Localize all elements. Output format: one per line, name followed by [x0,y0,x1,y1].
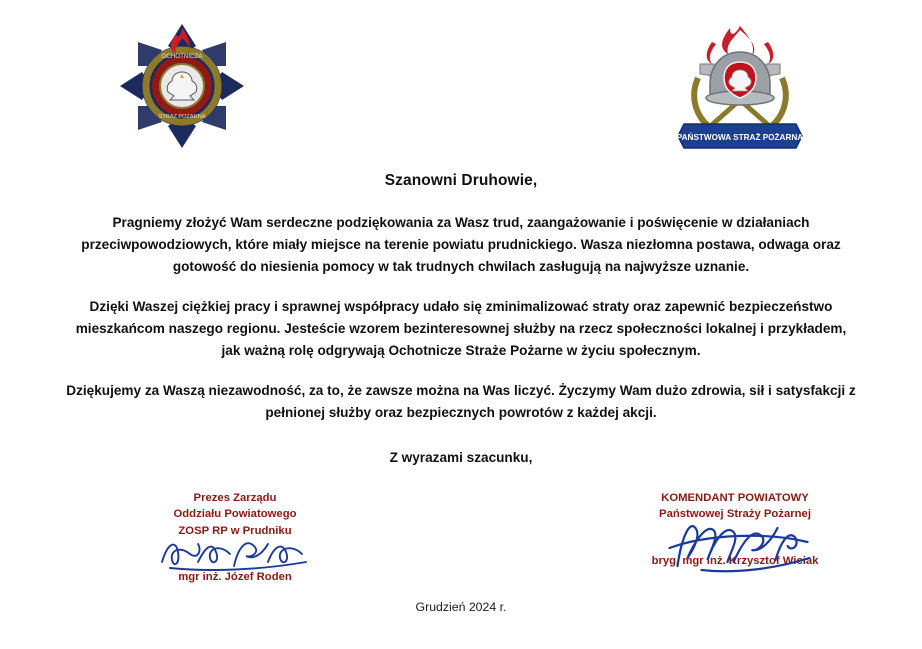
signature-block-left [120,490,350,586]
salutation: Szanowni Druhowie, [384,172,538,189]
paragraph-3: Dziękujemy za Waszą niezawodność, za to, że zawsze można na Was liczyć. Życzymy Wam dużo zdrowia, sił i satysfakcji z pełnionej służby oraz bezpiecznych powrotów z każdej akcji. [66,383,856,421]
emblem-left-ring-text-top: OCHOTNICZA [161,53,203,60]
signature-right-title-2: Państwowej Straży Pożarnej [659,508,811,521]
emblem-row [0,0,922,160]
signature-left-title-3: ZOSP RP w Prudniku [178,524,292,537]
letter-body [0,172,922,465]
paragraph-2: Dzięki Waszej ciężkiej pracy i sprawnej współpracy udało się zminimalizować straty oraz zapewnić bezpieczeństwo mieszkańcom naszego regionu. Jesteście wzorem bezinteresownej służby na rzecz społeczności lokalnej i przykładem, jak ważną rolę odgrywają Ochotnicze Straże Pożarne w życiu społecznym. [75,299,847,359]
closing-phrase: Z wyrazami szacunku, [389,450,533,466]
signature-left-name: mgr inż. Józef Roden [178,571,292,584]
document-date: Grudzień 2024 r. [415,600,507,614]
panstwowa-straz-pozarna-emblem [672,26,808,154]
signature-row [0,490,922,600]
signature-block-right [590,490,880,569]
signature-right-name: bryg. mgr inż. Krzysztof Wiciak [651,554,819,567]
signature-left-title-2: Oddziału Powiatowego [173,508,297,521]
emblem-left-ring-text-bottom: STRAZ POZARNA [158,114,206,120]
emblem-right-banner-text: PAŃSTWOWA STRAŻ POŻARNA [676,133,804,142]
signature-left-title-1: Prezes Zarządu [193,492,277,504]
zosp-rp-cross-emblem [118,22,246,150]
paragraph-1: Pragniemy złożyć Wam serdeczne podziękowania za Wasz trud, zaangażowanie i poświęcenie w działaniach przeciwpowodziowych, które miały miejsce na terenie powiatu prudnickiego. Wasza niezłomna postawa, odwaga oraz gotowość do niesienia pomocy w tak trudnych chwilach zasługują na najwyższe uznanie. [81,215,841,275]
signature-right-title-1: KOMENDANT POWIATOWY [661,492,809,504]
